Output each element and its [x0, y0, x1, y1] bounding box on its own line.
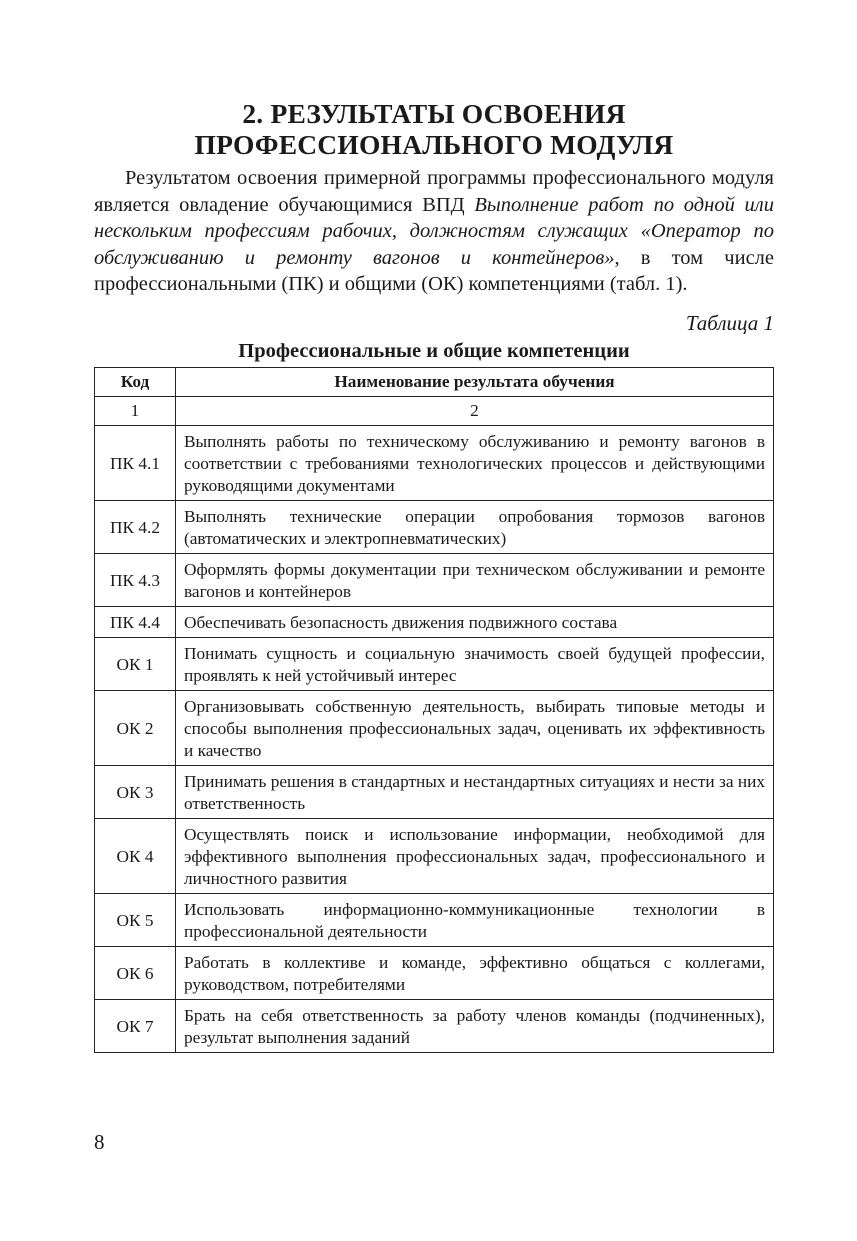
competency-description: Выполнять работы по техническому обслуживанию и ремонту вагонов в соответствии с требованиями технологических процессов и действующими руководящими документами: [176, 425, 774, 500]
column-number-row: [95, 396, 774, 425]
competency-code: ПК 4.4: [95, 606, 176, 637]
competency-code: ОК 3: [95, 765, 176, 818]
table-label: Таблица 1: [685, 310, 774, 335]
column-number-1: 1: [95, 396, 176, 425]
heading-line-2: ПРОФЕССИОНАЛЬНОГО МОДУЛЯ: [194, 129, 674, 160]
competency-code: ОК 4: [95, 818, 176, 893]
competency-description: Осуществлять поиск и использование информации, необходимой для эффективного выполнения профессиональных задач, профессионального и личностного развития: [176, 818, 774, 893]
competency-description: Оформлять формы документации при техническом обслуживании и ремонте вагонов и контейнеров: [176, 553, 774, 606]
intro-text-1: Результатом освоения примерной программы профессионального модуля является овладение обучающимися ВПД: [94, 167, 774, 216]
header-result: Наименование результата обучения: [176, 367, 774, 396]
page-content: [94, 98, 774, 1053]
intro-text-2: , в том числе профессиональными (ПК) и общими (ОК) компетенциями (табл. 1).: [94, 246, 774, 295]
competency-code: ОК 2: [95, 690, 176, 765]
header-code: Код: [95, 367, 176, 396]
competency-description: Обеспечивать безопасность движения подвижного состава: [176, 606, 774, 637]
intro-paragraph: [94, 165, 774, 298]
table-row: [95, 690, 774, 765]
table-row: [95, 425, 774, 500]
competency-code: ОК 1: [95, 637, 176, 690]
table-row: [95, 946, 774, 999]
intro-italic: Выполнение работ по одной или нескольким профессиям рабочих, должностям служащих «Оператор по обслуживанию и ремонту вагонов и контейнеров»: [94, 193, 774, 269]
table-row: [95, 765, 774, 818]
table-row: [95, 893, 774, 946]
section-heading: [94, 98, 774, 160]
competency-code: ПК 4.3: [95, 553, 176, 606]
competency-description: Организовывать собственную деятельность, выбирать типовые методы и способы выполнения профессиональных задач, оценивать их эффективность и качество: [176, 690, 774, 765]
page-number: 8: [94, 1130, 105, 1154]
competency-code: ОК 6: [95, 946, 176, 999]
competency-code: ОК 7: [95, 999, 176, 1052]
competency-code: ОК 5: [95, 893, 176, 946]
competency-description: Брать на себя ответственность за работу членов команды (подчиненных), результат выполнения заданий: [176, 999, 774, 1052]
table-row: [95, 818, 774, 893]
table-row: [95, 553, 774, 606]
table-row: [95, 637, 774, 690]
competency-description: Принимать решения в стандартных и нестандартных ситуациях и нести за них ответственность: [176, 765, 774, 818]
table-row: [95, 606, 774, 637]
competency-code: ПК 4.1: [95, 425, 176, 500]
table-row: [95, 500, 774, 553]
competency-code: ПК 4.2: [95, 500, 176, 553]
heading-line-1: 2. РЕЗУЛЬТАТЫ ОСВОЕНИЯ: [242, 98, 626, 129]
competency-description: Использовать информационно-коммуникационные технологии в профессиональной деятельности: [176, 893, 774, 946]
column-number-2: 2: [176, 396, 774, 425]
competency-description: Работать в коллективе и команде, эффективно общаться с коллегами, руководством, потребителями: [176, 946, 774, 999]
competency-description: Выполнять технические операции опробования тормозов вагонов (автоматических и электропневматических): [176, 500, 774, 553]
competency-description: Понимать сущность и социальную значимость своей будущей профессии, проявлять к ней устойчивый интерес: [176, 637, 774, 690]
table-row: [95, 999, 774, 1052]
competencies-table: [94, 367, 774, 1053]
table-title: Профессиональные и общие компетенции: [238, 339, 630, 362]
table-header-row: [95, 367, 774, 396]
